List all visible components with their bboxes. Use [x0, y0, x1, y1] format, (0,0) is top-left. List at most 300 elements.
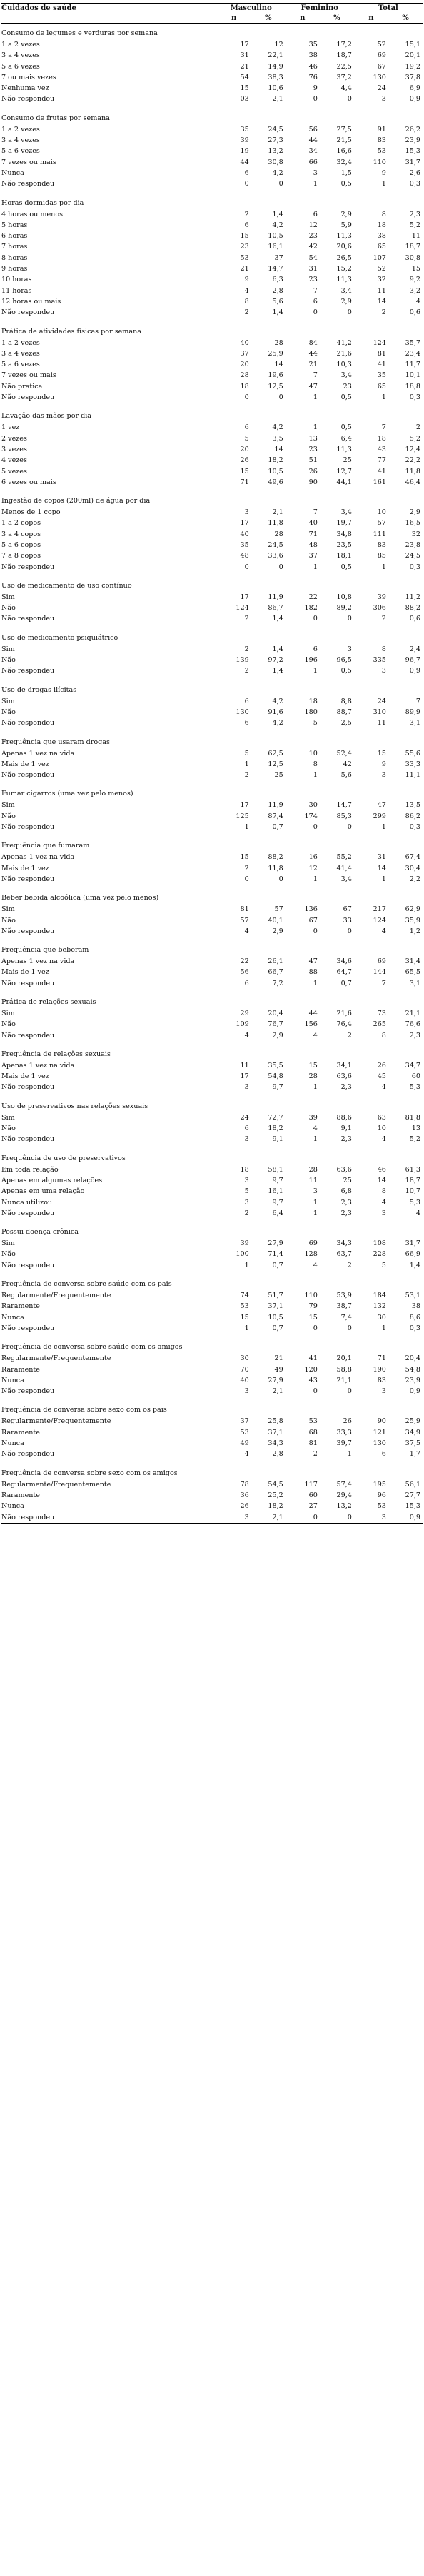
total-n-cell: 124: [373, 916, 386, 925]
female-pct-cell: 7,4: [340, 1313, 352, 1322]
section-title: Ingestão de copos (200ml) de água por dia: [1, 497, 151, 505]
total-n-cell: 31: [377, 853, 386, 862]
section-title-row: [1, 1334, 423, 1353]
female-n-cell: 16: [308, 853, 318, 862]
total-pct-cell: 2,9: [409, 508, 420, 517]
female-pct-cell: 63,6: [336, 1072, 352, 1081]
female-n-cell: 1: [313, 393, 318, 402]
male-pct-cell: 51,7: [268, 1292, 283, 1300]
row-label: Não respondeu: [1, 719, 55, 728]
male-pct-cell: 0,7: [272, 1261, 283, 1269]
total-n-cell: 7: [381, 979, 386, 987]
male-n-header: n: [231, 14, 237, 22]
total-n-cell: 184: [373, 1292, 386, 1300]
female-pct-cell: 5,9: [340, 221, 352, 229]
table-row: [1, 231, 423, 241]
male-pct-cell: 0,7: [272, 1324, 283, 1332]
female-n-cell: 110: [304, 1292, 318, 1300]
female-pct-cell: 8,8: [340, 697, 352, 705]
male-n-cell: 4: [244, 1031, 249, 1040]
male-pct-cell: 14,9: [268, 62, 283, 71]
male-n-cell: 6: [244, 1125, 249, 1133]
total-pct-cell: 0,6: [409, 615, 420, 623]
row-label: Não pratica: [1, 382, 43, 391]
male-pct-cell: 40,1: [268, 916, 283, 925]
female-pct-cell: 44,1: [336, 478, 352, 486]
total-pct-cell: 0,3: [409, 180, 420, 188]
female-pct-cell: 34,1: [336, 1061, 352, 1070]
row-label: Não respondeu: [1, 180, 55, 188]
male-n-cell: 6: [244, 221, 249, 229]
female-pct-cell: 0: [347, 823, 352, 832]
total-n-cell: 81: [377, 349, 386, 358]
row-label: 7 ou mais vezes: [1, 73, 56, 81]
total-n-cell: 11: [377, 719, 386, 728]
total-n-cell: 1: [381, 875, 386, 883]
male-pct-cell: 2,1: [272, 508, 283, 517]
male-pct-cell: 62,5: [268, 749, 283, 758]
female-n-cell: 0: [313, 95, 318, 104]
female-n-cell: 136: [304, 905, 318, 914]
male-pct-cell: 9,7: [272, 1198, 283, 1207]
total-n-cell: 96: [377, 1491, 386, 1499]
row-label: Sim: [1, 593, 15, 601]
female-n-cell: 38: [308, 51, 318, 60]
female-n-cell: 1: [313, 180, 318, 188]
table-row: [1, 1301, 423, 1312]
total-pct-cell: 5,2: [409, 221, 420, 229]
table-row: [1, 518, 423, 528]
row-label: Não respondeu: [1, 771, 55, 780]
table-row: [1, 655, 423, 665]
female-pct-cell: 2: [347, 1261, 352, 1269]
female-pct-cell: 15,2: [336, 265, 352, 273]
row-label: 9 horas: [1, 265, 28, 273]
female-n-cell: 1: [313, 563, 318, 571]
male-pct-cell: 20,4: [268, 1010, 283, 1017]
male-pct-cell: 22,1: [268, 51, 283, 60]
total-pct-cell: 15: [411, 265, 420, 273]
row-label: 3 vezes: [1, 445, 27, 453]
female-pct-cell: 20,6: [336, 243, 352, 251]
table-row: [1, 1512, 423, 1524]
section-title: Uso de medicamento psiquiátrico: [1, 633, 118, 642]
male-pct-cell: 25,8: [268, 1417, 283, 1426]
female-n-header: n: [300, 14, 306, 22]
section-title: Frequência de relações sexuais: [1, 1050, 111, 1058]
row-label: Não respondeu: [1, 823, 55, 832]
table-row: [1, 956, 423, 967]
row-label: Nunca: [1, 168, 24, 177]
male-n-cell: 125: [236, 812, 249, 820]
total-n-cell: 69: [377, 957, 386, 966]
table-row: [1, 94, 423, 104]
total-n-cell: 111: [373, 530, 386, 538]
male-n-cell: 0: [244, 563, 249, 571]
female-pct-cell: 11,3: [336, 276, 352, 284]
male-pct-cell: 1,4: [272, 210, 283, 218]
female-n-cell: 117: [304, 1480, 318, 1489]
total-pct-cell: 38: [411, 1302, 420, 1311]
row-label: 3 a 4 vezes: [1, 136, 40, 145]
row-label: Regularmente/Frequentemente: [1, 1480, 111, 1489]
table-row: [1, 338, 423, 348]
male-pct-cell: 28: [274, 530, 283, 538]
row-label: Nunca: [1, 1313, 24, 1322]
male-pct-cell: 25,9: [268, 349, 283, 358]
total-pct-cell: 0,9: [409, 1513, 420, 1521]
female-pct-cell: 85,3: [336, 812, 352, 820]
female-n-cell: 47: [308, 957, 318, 966]
female-pct-cell: 26: [343, 1417, 352, 1426]
table-row: [1, 1134, 423, 1144]
section-title-row: [1, 885, 423, 904]
section-title: Fumar cigarros (uma vez pelo menos): [1, 790, 133, 798]
section-title-row: [1, 989, 423, 1008]
row-label: 5 vezes: [1, 467, 27, 476]
female-pct-cell: 0: [347, 927, 352, 935]
table-row: [1, 978, 423, 989]
male-n-cell: 11: [240, 1061, 249, 1070]
female-pct-cell: 0,5: [340, 393, 352, 402]
female-n-cell: 44: [308, 1010, 318, 1017]
male-pct-cell: 6,4: [272, 1209, 283, 1217]
total-n-cell: 306: [373, 604, 386, 613]
total-n-cell: 1: [381, 393, 386, 402]
female-pct-cell: 0,5: [340, 667, 352, 675]
table-row: [1, 1175, 423, 1186]
row-label: 4 vezes: [1, 456, 27, 465]
female-pct-cell: 38,7: [336, 1302, 352, 1311]
row-label: 3 a 4 vezes: [1, 349, 40, 358]
female-pct-cell: 21,6: [336, 349, 352, 358]
male-n-cell: 28: [240, 371, 249, 380]
total-n-cell: 1: [381, 1324, 386, 1332]
total-pct-cell: 20,4: [405, 1354, 420, 1363]
female-n-cell: 28: [308, 1165, 318, 1174]
total-n-cell: 11: [377, 286, 386, 295]
total-pct-cell: 6,9: [409, 84, 420, 93]
table-row: [1, 209, 423, 220]
total-pct-cell: 3,1: [409, 979, 420, 987]
total-n-cell: 310: [373, 708, 386, 716]
female-pct-cell: 34,6: [336, 957, 352, 966]
female-n-cell: 18: [308, 697, 318, 705]
female-n-cell: 6: [313, 297, 318, 306]
male-n-cell: 124: [236, 604, 249, 613]
female-n-cell: 128: [304, 1250, 318, 1259]
total-n-cell: 38: [377, 232, 386, 241]
male-n-cell: 15: [240, 467, 249, 476]
female-pct-cell: 0: [347, 1324, 352, 1332]
total-pct-cell: 61,3: [405, 1165, 420, 1174]
table-row: [1, 1019, 423, 1030]
male-n-cell: 3: [244, 508, 249, 517]
row-label: Não respondeu: [1, 1031, 55, 1040]
total-pct-cell: 0,3: [409, 1324, 420, 1332]
male-n-cell: 17: [240, 801, 249, 810]
male-pct-cell: 11,9: [268, 801, 283, 810]
female-n-cell: 67: [308, 916, 318, 925]
row-label: 7 vezes ou mais: [1, 158, 56, 166]
table-row: [1, 220, 423, 231]
table-row: [1, 822, 423, 832]
total-n-cell: 10: [377, 508, 386, 517]
total-n-cell: 4: [381, 1135, 386, 1144]
total-n-cell: 121: [373, 1428, 386, 1437]
total-pct-cell: 96,7: [405, 656, 420, 665]
female-pct-cell: 10,3: [336, 361, 352, 369]
female-n-cell: 81: [308, 1439, 318, 1448]
female-n-cell: 51: [308, 456, 318, 465]
total-n-cell: 18: [377, 221, 386, 229]
section-title-row: [1, 318, 423, 338]
female-pct-cell: 22,5: [336, 62, 352, 71]
male-pct-cell: 25: [274, 771, 283, 780]
table-row: [1, 507, 423, 518]
section-title-row: [1, 625, 423, 644]
row-label: Não respondeu: [1, 1513, 55, 1521]
male-n-cell: 40: [240, 338, 249, 347]
table-row: [1, 863, 423, 874]
total-n-cell: 161: [373, 478, 386, 486]
total-n-cell: 108: [373, 1239, 386, 1248]
female-n-cell: 35: [308, 41, 318, 49]
female-pct-cell: 0,5: [340, 563, 352, 571]
table-row: [1, 1479, 423, 1490]
female-pct-header: %: [333, 14, 340, 22]
male-n-cell: 5: [244, 749, 249, 758]
female-n-cell: 27: [308, 1502, 318, 1511]
total-pct-header: %: [402, 14, 409, 22]
row-label: Não respondeu: [1, 615, 55, 623]
male-pct-cell: 26,1: [268, 957, 283, 966]
total-pct-cell: 27,7: [405, 1491, 420, 1499]
row-label: 7 a 8 copos: [1, 552, 41, 560]
male-pct-cell: 14: [274, 445, 283, 453]
female-n-cell: 4: [313, 1125, 318, 1133]
female-pct-cell: 25: [343, 1176, 352, 1184]
total-n-cell: 228: [373, 1250, 386, 1259]
male-n-cell: 20: [240, 445, 249, 453]
male-n-cell: 2: [244, 864, 249, 872]
total-pct-cell: 9,2: [409, 276, 420, 284]
total-n-cell: 3: [381, 1209, 386, 1217]
total-n-cell: 265: [373, 1020, 386, 1029]
male-pct-header: %: [264, 14, 272, 22]
table-row: [1, 967, 423, 977]
table-row: [1, 1030, 423, 1041]
section-title: Uso de preservativos nas relações sexuais: [1, 1102, 148, 1110]
female-n-cell: 30: [308, 801, 318, 810]
female-pct-cell: 0: [347, 615, 352, 623]
row-label: Raramente: [1, 1365, 40, 1374]
male-pct-cell: 9,1: [272, 1135, 283, 1144]
female-pct-cell: 21,6: [336, 1010, 352, 1017]
female-n-cell: 0: [313, 1387, 318, 1396]
male-pct-cell: 33,6: [268, 552, 283, 560]
row-label: Não respondeu: [1, 1450, 55, 1459]
total-pct-cell: 18,7: [405, 1176, 420, 1184]
male-n-cell: 26: [240, 1502, 249, 1511]
table-row: [1, 800, 423, 810]
total-pct-cell: 53,1: [405, 1292, 420, 1300]
female-n-cell: 42: [308, 243, 318, 251]
male-pct-cell: 54,5: [268, 1480, 283, 1489]
female-pct-cell: 52,4: [336, 749, 352, 758]
total-n-cell: 2: [381, 308, 386, 317]
section-title-row: [1, 190, 423, 209]
female-n-cell: 0: [313, 615, 318, 623]
table-row: [1, 1112, 423, 1123]
male-n-cell: 3: [244, 1513, 249, 1521]
female-n-cell: 1: [313, 1198, 318, 1207]
female-pct-cell: 37,2: [336, 73, 352, 81]
total-n-cell: 30: [377, 1313, 386, 1322]
female-pct-cell: 11,3: [336, 232, 352, 241]
section-title-row: [1, 677, 423, 696]
male-pct-cell: 66,7: [268, 968, 283, 977]
section-title-row: [1, 937, 423, 956]
male-n-cell: 17: [240, 41, 249, 49]
total-pct-cell: 23,9: [405, 1376, 420, 1384]
female-pct-cell: 3,4: [340, 371, 352, 380]
total-n-cell: 130: [373, 1439, 386, 1448]
female-n-cell: 69: [308, 1239, 318, 1248]
female-pct-cell: 2,3: [340, 1209, 352, 1217]
female-pct-cell: 26,5: [336, 253, 352, 262]
table-row: [1, 61, 423, 72]
male-pct-cell: 11,8: [268, 519, 283, 528]
total-pct-cell: 60: [411, 1072, 420, 1081]
row-label: Apenas em uma relação: [1, 1187, 85, 1196]
row-label: Não: [1, 708, 16, 716]
male-pct-cell: 0: [278, 393, 283, 402]
female-n-cell: 76: [308, 73, 318, 81]
health-care-table: [1, 3, 423, 1524]
total-n-cell: 217: [373, 905, 386, 914]
table-row: [1, 562, 423, 573]
total-n-cell: 90: [377, 1417, 386, 1426]
table-row: [1, 1438, 423, 1449]
table-row: [1, 50, 423, 61]
male-pct-cell: 88,2: [268, 853, 283, 862]
table-row: [1, 178, 423, 189]
female-n-cell: 37: [308, 552, 318, 560]
total-n-cell: 1: [381, 823, 386, 832]
section-title-row: [1, 729, 423, 748]
table-row: [1, 286, 423, 296]
table-row: [1, 1353, 423, 1364]
row-label: Sim: [1, 801, 15, 810]
total-pct-cell: 2,2: [409, 875, 420, 883]
total-n-cell: 195: [373, 1480, 386, 1489]
male-n-cell: 40: [240, 530, 249, 538]
total-pct-cell: 66,9: [405, 1250, 420, 1259]
male-pct-cell: 76,7: [268, 1020, 283, 1029]
male-n-cell: 139: [236, 656, 249, 665]
total-pct-cell: 30,4: [405, 864, 420, 872]
male-n-cell: 1: [244, 1261, 249, 1269]
table-row: [1, 433, 423, 444]
male-pct-cell: 10,6: [268, 84, 283, 93]
male-pct-cell: 0: [278, 563, 283, 571]
female-n-cell: 1: [313, 875, 318, 883]
table-row: [1, 124, 423, 135]
female-n-cell: 0: [313, 1324, 318, 1332]
female-pct-cell: 0: [347, 308, 352, 317]
section-title-row: [1, 832, 423, 852]
male-n-cell: 81: [240, 905, 249, 914]
male-n-cell: 5: [244, 434, 249, 443]
female-n-cell: 11: [308, 1176, 318, 1184]
male-n-cell: 2: [244, 308, 249, 317]
total-n-cell: 1: [381, 563, 386, 571]
female-n-cell: 6: [313, 210, 318, 218]
total-n-cell: 3: [381, 667, 386, 675]
section-title: Horas dormidas por dia: [1, 198, 84, 207]
female-n-cell: 1: [313, 979, 318, 987]
total-n-cell: 43: [377, 445, 386, 453]
row-label: Raramente: [1, 1428, 40, 1437]
male-n-cell: 36: [240, 1491, 249, 1499]
total-pct-cell: 11,8: [405, 467, 420, 476]
male-n-cell: 17: [240, 519, 249, 528]
male-group-header: Masculino: [230, 4, 272, 12]
female-pct-cell: 11,3: [336, 445, 352, 453]
row-label: Nunca: [1, 1376, 24, 1384]
male-pct-cell: 18,2: [268, 1502, 283, 1511]
male-pct-cell: 4,2: [272, 168, 283, 177]
total-pct-cell: 23,9: [405, 136, 420, 145]
section-title-row: [1, 780, 423, 800]
row-label: Não: [1, 656, 16, 665]
row-label: 1 a 2 copos: [1, 519, 41, 528]
female-pct-cell: 3: [347, 645, 352, 653]
total-group-header: Total: [378, 4, 398, 12]
stub-header: Cuidados de saúde: [1, 4, 76, 12]
female-pct-cell: 63,7: [336, 1250, 352, 1259]
male-n-cell: 39: [240, 1239, 249, 1248]
male-n-cell: 74: [240, 1292, 249, 1300]
female-pct-cell: 18,1: [336, 552, 352, 560]
total-pct-cell: 26,2: [405, 125, 420, 134]
male-n-cell: 2: [244, 210, 249, 218]
row-label: 5 a 6 vezes: [1, 361, 40, 369]
male-n-cell: 26: [240, 456, 249, 465]
total-n-cell: 1: [381, 180, 386, 188]
male-n-cell: 53: [240, 1428, 249, 1437]
total-pct-cell: 31,4: [405, 957, 420, 966]
male-pct-cell: 12,5: [268, 382, 283, 391]
total-n-cell: 3: [381, 771, 386, 780]
female-n-cell: 66: [308, 158, 318, 166]
total-n-cell: 299: [373, 812, 386, 820]
female-pct-cell: 2,3: [340, 1135, 352, 1144]
section-title: Frequência que fumaram: [1, 842, 90, 850]
total-n-cell: 9: [381, 760, 386, 768]
section-title-row: [1, 403, 423, 422]
table-row: [1, 307, 423, 318]
row-label: Não respondeu: [1, 1324, 55, 1332]
total-n-cell: 24: [377, 84, 386, 93]
total-pct-cell: 0,3: [409, 823, 420, 832]
table-row: [1, 759, 423, 770]
male-pct-cell: 0: [278, 180, 283, 188]
female-pct-cell: 3,4: [340, 508, 352, 517]
male-pct-cell: 72,7: [268, 1113, 283, 1122]
female-n-cell: 1: [313, 1209, 318, 1217]
